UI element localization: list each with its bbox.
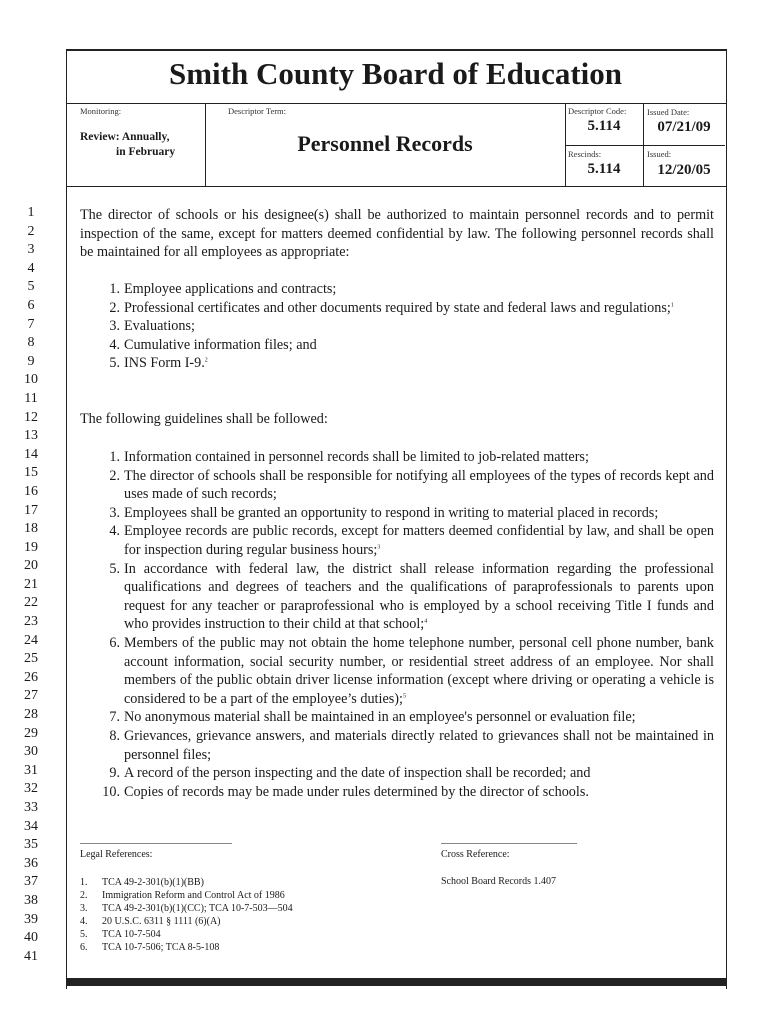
legal-reference-text: TCA 49-2-301(b)(1)(CC); TCA 10-7-503—504 [102, 903, 293, 914]
list-item-number: 8. [109, 727, 120, 744]
review-line-2: in February [116, 146, 176, 158]
footnote-marker: 3 [377, 544, 381, 551]
descriptor-term: Personnel Records [297, 131, 473, 156]
footnote-marker: 4 [424, 618, 428, 625]
records-list [80, 280, 714, 373]
legal-reference-text: TCA 10-7-506; TCA 8-5-108 [102, 942, 220, 953]
list-item [80, 317, 714, 336]
list-item-number: 6. [109, 634, 120, 651]
board-title: Smith County Board of Education [168, 56, 623, 91]
list-item-text: Evaluations; [124, 318, 195, 335]
list-item-text: Employees shall be granted an opportunity to respond in writing to material placed in records; [124, 504, 659, 521]
list-item-number: 1. [109, 449, 120, 465]
line-number: 29 [24, 725, 38, 741]
rescinds-value: 5.114 [587, 161, 621, 177]
list-item [80, 280, 714, 299]
list-item [80, 448, 714, 467]
legal-reference-item [80, 915, 293, 928]
review-line-1: Review: Annually, [80, 131, 170, 143]
list-item-number: 10. [102, 783, 120, 800]
list-item-text: Copies of records may be made under rules determined by the director of schools. [124, 783, 589, 800]
line-number: 1 [27, 205, 35, 220]
line-number: 16 [24, 483, 38, 499]
list-item [80, 299, 714, 318]
line-number: 41 [24, 948, 38, 964]
line-number: 9 [27, 353, 35, 369]
line-number: 5 [27, 279, 35, 295]
list-item-text: Employee records are public records, except for matters deemed confidential by law, and shall be open for inspection during regular business hours; [124, 523, 714, 558]
issued-label: Issued: [647, 149, 672, 159]
list-item-text: The director of schools shall be responsible for notifying all employees of the types of records kept and uses made of such records; [124, 467, 714, 503]
rescinds-label: Rescinds: [568, 149, 602, 159]
legal-reference-item [80, 889, 293, 902]
list-item-number: 2. [109, 467, 120, 484]
issued-date-label: Issued Date: [647, 107, 690, 117]
line-number: 14 [24, 446, 38, 462]
legal-reference-number: 4. [80, 916, 88, 927]
list-item-text: INS Form I-9. [124, 355, 205, 372]
line-number: 27 [24, 688, 38, 704]
list-item [80, 467, 714, 504]
legal-reference-number: 3. [80, 903, 88, 914]
line-number: 22 [24, 595, 38, 611]
intro-paragraph: The director of schools or his designee(s) shall be authorized to maintain personnel records and to permit inspection of the same, except for matters deemed confidential by law. The following personnel records shall be maintained for all employees as appropriate: [80, 207, 714, 261]
line-number: 36 [24, 855, 38, 871]
list-item-number: 2. [109, 299, 120, 316]
line-number: 23 [24, 614, 38, 630]
line-number: 21 [24, 576, 38, 592]
line-number: 10 [24, 372, 38, 388]
list-item-text: In accordance with federal law, the district shall release information regarding the professional qualifications and degrees of teachers and the qualifications of paraprofessionals to parents upon request for any teacher or paraprofessional who is employed by a school receiving Title I funds and who provides instruction to their child at that school; [124, 560, 714, 633]
line-number: 28 [24, 707, 38, 723]
line-number: 3 [27, 242, 35, 258]
header-divider [66, 186, 726, 187]
line-number: 26 [24, 669, 38, 685]
list-item-text: No anonymous material shall be maintained in an employee's personnel or evaluation file; [124, 709, 636, 726]
list-item [80, 764, 714, 783]
legal-reference-text: Immigration Reform and Control Act of 1986 [102, 890, 285, 901]
cross-reference-label: Cross Reference: [441, 849, 510, 860]
monitoring-label: Monitoring: [80, 106, 122, 116]
legal-reference-text: TCA 10-7-504 [102, 929, 161, 940]
list-item-number: 3. [109, 318, 120, 335]
list-item-number: 5. [109, 560, 120, 577]
legal-references-label: Legal References: [80, 849, 153, 860]
legal-reference-number: 1. [80, 877, 88, 888]
legal-reference-number: 5. [80, 929, 88, 940]
descriptor-code-label: Descriptor Code: [568, 106, 627, 116]
line-number: 8 [27, 335, 35, 351]
line-number: 31 [24, 762, 38, 778]
line-number: 7 [27, 316, 35, 332]
list-item-number: 3. [109, 504, 120, 521]
line-number: 12 [24, 409, 38, 425]
descriptor-code: 5.114 [587, 118, 621, 134]
list-item [80, 336, 714, 355]
list-item [80, 783, 714, 802]
legal-reference-number: 6. [80, 942, 88, 953]
legal-reference-item [80, 876, 293, 889]
list-item [80, 560, 714, 634]
line-number: 39 [24, 911, 38, 927]
line-number: 24 [24, 632, 38, 648]
list-item-number: 4. [109, 336, 120, 353]
list-item-text: A record of the person inspecting and the date of inspection shall be recorded; and [124, 765, 591, 782]
legal-reference-item [80, 928, 293, 941]
issued-date: 07/21/09 [657, 119, 711, 135]
line-number: 15 [24, 465, 38, 481]
footnote-marker: 2 [204, 357, 208, 364]
line-number: 11 [24, 390, 38, 406]
list-item-text: Grievances, grievance answers, and materials directly related to grievances shall not be maintained in personnel files; [124, 727, 714, 763]
list-item [80, 634, 714, 708]
list-item-text: Members of the public may not obtain the home telephone number, personal cell phone number, bank account information, social security number, or residential street address of an employee. Nor shall members of the public obtain driver license information (except where driving or operating a vehicle is considered to be a part of the employee’s duties); [124, 634, 714, 707]
legal-reference-item [80, 902, 293, 915]
list-item-text: Information contained in personnel records shall be limited to job-related matters; [124, 449, 589, 465]
line-number: 13 [24, 428, 38, 444]
list-item-number: 5. [109, 355, 120, 372]
line-number: 2 [27, 223, 35, 239]
footnote-marker: 1 [670, 301, 674, 308]
line-number: 19 [24, 539, 38, 555]
header-divider [66, 103, 726, 104]
line-number: 6 [27, 297, 35, 313]
line-number: 35 [24, 837, 38, 853]
line-number: 38 [24, 892, 38, 908]
bottom-rule [66, 978, 726, 986]
line-number: 17 [24, 502, 38, 518]
list-item-text: Employee applications and contracts; [124, 281, 337, 297]
line-number: 20 [24, 558, 38, 574]
list-item [80, 504, 714, 523]
descriptor-term-label: Descriptor Term: [228, 106, 287, 116]
line-number: 37 [24, 874, 38, 890]
list-item [80, 708, 714, 727]
list-item-text: Professional certificates and other documents required by state and federal laws and regulations; [124, 299, 671, 316]
legal-ref-rule [80, 843, 232, 844]
list-item-number: 7. [109, 709, 120, 726]
line-numbers [0, 204, 62, 966]
header-divider [565, 145, 725, 146]
list-item-number: 4. [109, 523, 120, 540]
list-item [80, 522, 714, 559]
footnote-marker: 5 [402, 692, 406, 699]
line-number: 18 [24, 521, 38, 537]
line-number: 30 [24, 744, 38, 760]
legal-references-list [80, 876, 293, 954]
list-item-number: 9. [109, 765, 120, 782]
legal-reference-item [80, 941, 293, 954]
line-number: 34 [24, 818, 38, 834]
guidelines-intro: The following guidelines shall be followed: [80, 411, 328, 427]
list-item-text: Cumulative information files; and [124, 336, 317, 353]
list-item [80, 354, 714, 373]
guidelines-list [80, 448, 714, 801]
line-number: 40 [24, 930, 38, 946]
legal-reference-number: 2. [80, 890, 88, 901]
line-number: 33 [24, 800, 38, 815]
legal-reference-text: TCA 49-2-301(b)(1)(BB) [102, 877, 204, 888]
line-number: 4 [27, 260, 35, 276]
cross-reference-text: School Board Records 1.407 [441, 876, 556, 887]
line-number: 32 [24, 781, 38, 797]
legal-reference-text: 20 U.S.C. 6311 § 1111 (6)(A) [102, 916, 221, 927]
cross-ref-rule [441, 843, 577, 844]
line-number: 25 [24, 651, 38, 667]
list-item [80, 727, 714, 764]
list-item-number: 1. [109, 281, 120, 297]
issued-value: 12/20/05 [657, 162, 711, 178]
